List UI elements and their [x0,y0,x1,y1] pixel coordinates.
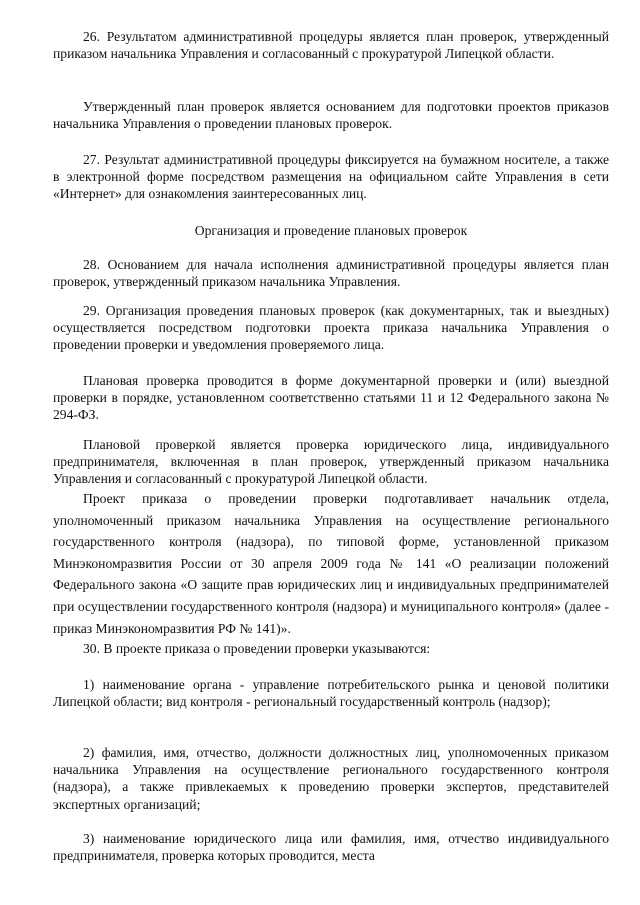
paragraph-26: 26. Результатом административной процедуры является план проверок, утвержденный приказом начальника Управления и согласованный с прокуратурой Липецкой области. [53,29,609,62]
list-item-3: 3) наименование юридического лица или фамилия, имя, отчество индивидуального предпринимателя, проверка которых проводится, места [53,831,609,864]
list-item-1: 1) наименование органа - управление потребительского рынка и ценовой политики Липецкой области; вид контроля - региональный государственный контроль (надзор); [53,677,609,710]
paragraph-28: 28. Основанием для начала исполнения административной процедуры является план проверок, утвержденный приказом начальника Управления. [53,257,609,290]
section-heading: Организация и проведение плановых проверок [194,223,468,238]
paragraph-27: 27. Результат административной процедуры фиксируется на бумажном носителе, а также в электронной форме посредством размещения на официальном сайте Управления в сети «Интернет» для ознакомления заинтересованных лиц. [53,152,609,202]
list-item-2: 2) фамилия, имя, отчество, должности должностных лиц, уполномоченных приказом начальника Управления на осуществление регионального государственного контроля (надзора), а также привлекаемых к проведению проверки экспертов, представителей экспертных организаций; [53,745,609,812]
paragraph-30: 30. В проекте приказа о проведении проверки указываются: [83,641,431,656]
paragraph-plan-basis: Утвержденный план проверок является основанием для подготовки проектов приказов начальника Управления о проведении плановых проверок. [53,99,609,132]
paragraph-29: 29. Организация проведения плановых проверок (как документарных, так и выездных) осуществляется посредством подготовки проекта приказа начальника Управления о проведении проверки и уведомления проверяемого лица. [53,303,609,353]
paragraph-planned-inspection-definition: Плановой проверкой является проверка юридического лица, индивидуального предпринимателя, включенная в план проверок, утвержденный приказом начальника Управления и согласованный с прокуратурой Липецкой области. [53,437,609,487]
paragraph-draft-order: Проект приказа о проведении проверки подготавливает начальник отдела, уполномоченный приказом начальника Управления на осуществление регионального государственного контроля (надзора), по типовой форме, установленной приказом Минэкономразвития России от 30 апреля 2009 года № 141 «О реализации положений Федерального закона «О защите прав юридических лиц и индивидуальных предпринимателей при осуществлении государственного контроля (надзора) и муниципального контроля» (далее - приказ Минэкономразвития РФ № 141)». [53,491,609,636]
paragraph-planned-inspection-form: Плановая проверка проводится в форме документарной проверки и (или) выездной проверки в порядке, установленном соответственно статьями 11 и 12 Федерального закона № 294-ФЗ. [53,373,609,423]
